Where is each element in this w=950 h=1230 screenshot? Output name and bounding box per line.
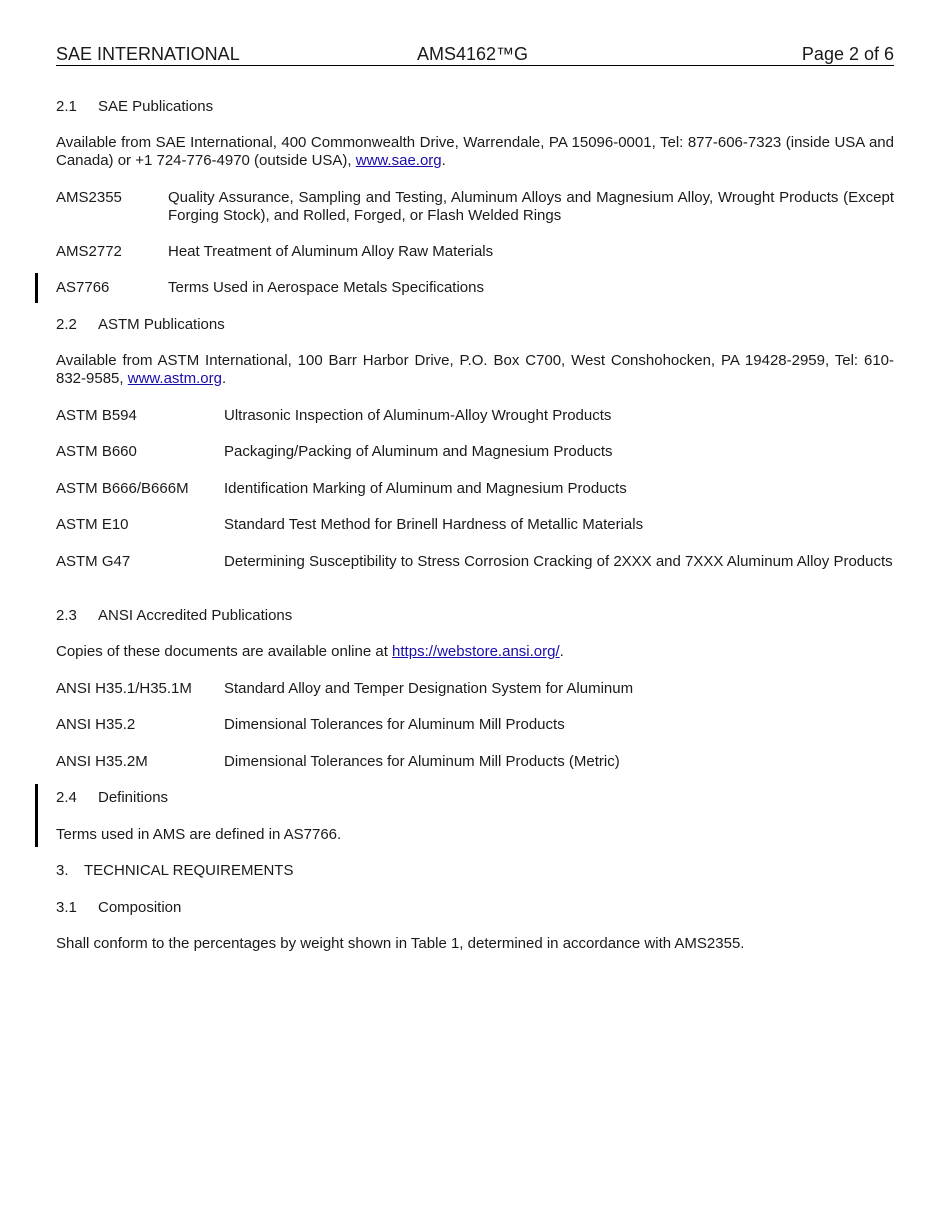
reference-entry — [56, 189, 894, 225]
paragraph-text: . — [221, 370, 227, 387]
section-heading-2-2 — [56, 316, 894, 334]
reference-entry — [56, 680, 894, 698]
reference-entry — [56, 407, 894, 425]
header-doc-number: AMS4162™G — [417, 44, 529, 64]
paragraph-text: Available from SAE International, 400 Commonwealth Drive, Warrendale, PA 15096-0001, Tel: 877-606-7323 (inside USA and Canada) or +1 724-776-4970 (outside USA), — [56, 134, 894, 169]
reference-code: AS7766 — [56, 279, 110, 296]
reference-entry — [56, 243, 894, 261]
astm-website-link[interactable]: www.astm.org — [127, 370, 222, 387]
section-title: ANSI Accredited Publications — [98, 607, 293, 624]
reference-entry — [56, 516, 894, 534]
definitions-paragraph: Terms used in AMS are defined in AS7766. — [56, 826, 342, 843]
section-number: 2.4 — [56, 789, 77, 806]
reference-entry — [56, 716, 894, 734]
composition-paragraph: Shall conform to the percentages by weight shown in Table 1, determined in accordance with AMS2355. — [56, 935, 745, 952]
reference-title: Identification Marking of Aluminum and Magnesium Products — [224, 480, 627, 497]
section-title: ASTM Publications — [98, 316, 225, 333]
reference-code: ANSI H35.1/H35.1M — [56, 680, 192, 697]
reference-title: Standard Test Method for Brinell Hardness of Metallic Materials — [224, 516, 644, 533]
reference-code: ASTM B594 — [56, 407, 137, 424]
reference-code: ANSI H35.2 — [56, 716, 136, 733]
section-heading-2-1 — [56, 98, 894, 116]
section-title: Definitions — [98, 789, 169, 806]
astm-availability-paragraph — [56, 352, 894, 388]
reference-title: Quality Assurance, Sampling and Testing, Aluminum Alloys and Magnesium Alloy, Wrought Products (Except Forging Stock), and Rolled, Forged, or Flash Welded Rings — [168, 189, 894, 224]
sae-website-link[interactable]: www.sae.org — [355, 152, 442, 169]
sae-availability-paragraph — [56, 134, 894, 170]
header-org: SAE INTERNATIONAL — [56, 44, 240, 64]
section-number: 3.1 — [56, 899, 77, 916]
paragraph-text: . — [559, 643, 564, 660]
section-title: TECHNICAL REQUIREMENTS — [84, 862, 294, 879]
ansi-webstore-link[interactable]: https://webstore.ansi.org/ — [392, 643, 560, 660]
reference-title: Ultrasonic Inspection of Aluminum-Alloy Wrought Products — [224, 407, 612, 424]
reference-code: ASTM B660 — [56, 443, 137, 460]
section-number: 2.1 — [56, 98, 77, 115]
reference-title: Heat Treatment of Aluminum Alloy Raw Materials — [168, 243, 494, 260]
reference-entry — [56, 753, 894, 771]
section-heading-2-3 — [56, 607, 894, 625]
reference-code: AMS2772 — [56, 243, 122, 260]
ansi-availability-paragraph — [56, 643, 894, 661]
section-title: SAE Publications — [98, 98, 214, 115]
reference-title: Determining Susceptibility to Stress Corrosion Cracking of 2XXX and 7XXX Aluminum Alloy Products — [224, 553, 893, 570]
reference-title: Dimensional Tolerances for Aluminum Mill Products — [224, 716, 565, 733]
reference-title: Packaging/Packing of Aluminum and Magnesium Products — [224, 443, 613, 460]
reference-code: ANSI H35.2M — [56, 753, 148, 770]
section-heading-3 — [56, 862, 894, 880]
section-number: 2.2 — [56, 316, 77, 333]
reference-title: Dimensional Tolerances for Aluminum Mill Products (Metric) — [224, 753, 620, 770]
reference-title: Terms Used in Aerospace Metals Specifications — [168, 279, 484, 296]
section-heading-2-4 — [56, 789, 894, 807]
section-title: Composition — [98, 899, 182, 916]
paragraph-text: . — [441, 152, 446, 169]
reference-entry — [56, 443, 894, 461]
section-number: 2.3 — [56, 607, 77, 624]
change-bar — [35, 784, 38, 847]
reference-code: ASTM E10 — [56, 516, 129, 533]
paragraph-text: Available from ASTM International, 100 Barr Harbor Drive, P.O. Box C700, West Conshohocken, PA 19428-2959, Tel: 610-832-9585, — [56, 352, 894, 387]
section-number: 3. — [56, 862, 69, 879]
paragraph-text: Copies of these documents are available online at — [56, 643, 393, 660]
reference-entry — [56, 553, 894, 571]
header-page-number: Page 2 of 6 — [801, 44, 894, 64]
page-header — [56, 43, 894, 66]
reference-title: Standard Alloy and Temper Designation System for Aluminum — [224, 680, 634, 697]
change-bar — [35, 273, 38, 303]
reference-code: ASTM B666/B666M — [56, 480, 189, 497]
section-heading-3-1 — [56, 899, 894, 917]
reference-entry — [56, 480, 894, 498]
reference-code: AMS2355 — [56, 189, 122, 206]
reference-code: ASTM G47 — [56, 553, 131, 570]
reference-entry — [56, 279, 894, 297]
